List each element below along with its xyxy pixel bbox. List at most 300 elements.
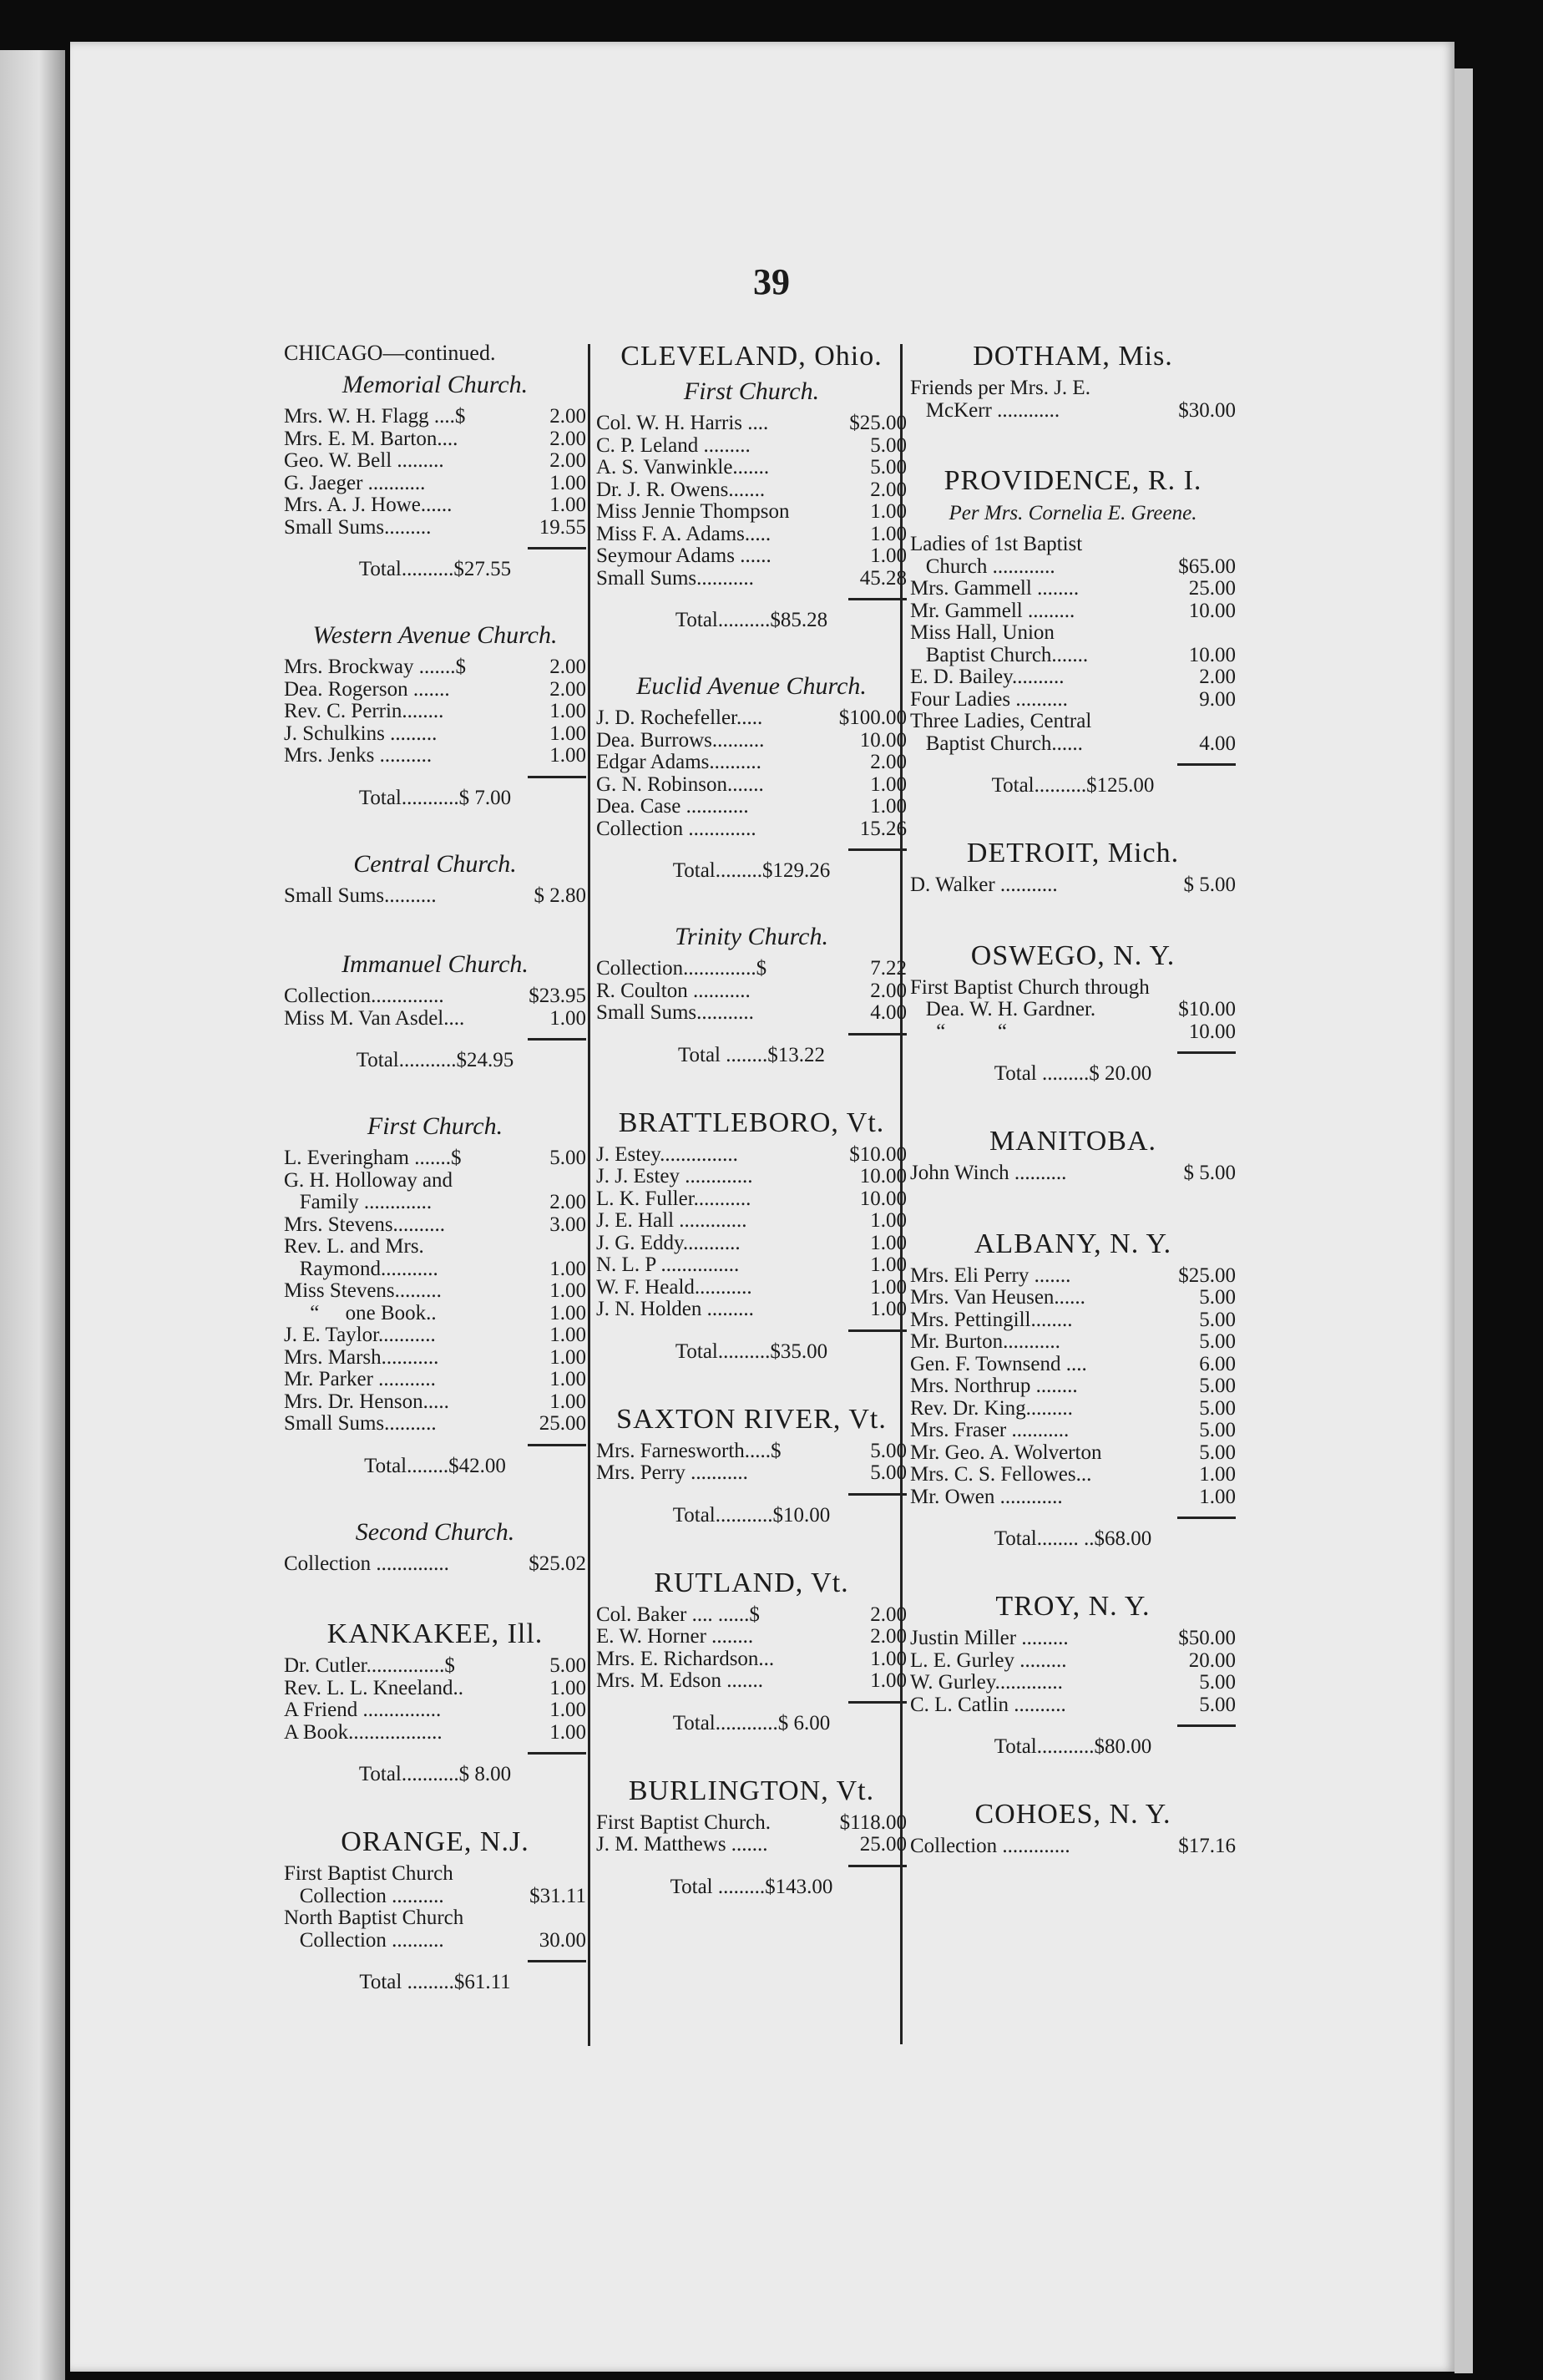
- donor-name: Miss Stevens.........: [284, 1280, 442, 1302]
- section-total: Total .........$ 20.00: [994, 1062, 1152, 1085]
- donation-row: [284, 1863, 586, 1886]
- donor-name: Mrs. Pettingill........: [910, 1309, 1073, 1331]
- donation-amount: $10.00: [849, 1142, 907, 1166]
- donor-name: Miss F. A. Adams.....: [596, 523, 772, 545]
- donor-name: Mr. Geo. A. Wolverton: [910, 1441, 1102, 1464]
- total-rule: [848, 598, 907, 600]
- donation-amount: $25.00: [849, 412, 907, 434]
- donor-name: N. L. P ...............: [596, 1254, 740, 1276]
- donation-row: [596, 1166, 907, 1188]
- donor-name: Dea. Rogerson .......: [284, 678, 450, 701]
- donation-section: [910, 341, 1236, 425]
- donation-amount: $17.16: [1178, 1835, 1236, 1857]
- donation-amount: 1.00: [1199, 1485, 1236, 1508]
- donor-name: J. Estey...............: [596, 1143, 738, 1166]
- donation-section: [910, 465, 1236, 798]
- donation-row: [596, 1002, 907, 1025]
- donor-name: Mrs. Van Heusen......: [910, 1287, 1085, 1309]
- donation-amount: 1.00: [870, 544, 907, 567]
- donation-row: [910, 1420, 1236, 1442]
- column-2: [596, 341, 907, 1939]
- page-edge: [1454, 68, 1473, 2373]
- donation-amount: 1.00: [549, 1301, 586, 1324]
- donation-row: [596, 1812, 907, 1835]
- donation-row: [910, 556, 1236, 579]
- donation-amount: 1.00: [870, 795, 907, 818]
- donation-row: [284, 450, 586, 473]
- donation-row: [284, 1303, 586, 1325]
- donation-row: [596, 752, 907, 774]
- donor-name: J. E. Hall .............: [596, 1210, 747, 1232]
- section-total: Total........$42.00: [364, 1454, 506, 1477]
- donation-row: [596, 1210, 907, 1233]
- section-total: Total..........$125.00: [991, 774, 1155, 797]
- donor-name: Small Sums...........: [596, 1002, 754, 1024]
- donation-amount: 5.00: [1199, 1396, 1236, 1420]
- donation-row: [910, 874, 1236, 897]
- donor-name: Mr. Owen ............: [910, 1486, 1063, 1508]
- donation-amount: 1.00: [549, 1279, 586, 1302]
- donation-amount: 1.00: [870, 1298, 907, 1320]
- donation-row: [910, 1672, 1236, 1694]
- donor-name: J. E. Taylor...........: [284, 1324, 436, 1346]
- donation-section: [284, 950, 586, 1072]
- donor-name: First Baptist Church: [284, 1863, 453, 1885]
- page-number: 39: [753, 261, 790, 302]
- total-rule: [848, 1329, 907, 1332]
- donation-amount: 1.00: [549, 1345, 586, 1369]
- donor-name: Three Ladies, Central: [910, 711, 1092, 732]
- donation-row: [596, 958, 907, 980]
- donation-amount: 5.00: [870, 456, 907, 479]
- donation-row: [910, 1694, 1236, 1717]
- donor-name: Seymour Adams ......: [596, 545, 772, 567]
- donor-name: R. Coulton ...........: [596, 980, 751, 1002]
- donation-amount: 2.00: [549, 1191, 586, 1213]
- donation-row: [910, 578, 1236, 600]
- donation-row: [910, 622, 1236, 645]
- donation-amount: 1.00: [549, 1324, 586, 1346]
- donor-name: Mrs. Perry ...........: [596, 1462, 748, 1484]
- place-heading: RUTLAND, Vt.: [654, 1567, 849, 1598]
- donor-name: W. F. Heald...........: [596, 1276, 752, 1299]
- donation-section: [284, 1618, 586, 1786]
- donation-row: [284, 1236, 586, 1258]
- donation-row: [596, 1626, 907, 1648]
- donor-name: Gen. F. Townsend ....: [910, 1353, 1087, 1375]
- donor-name: Rev. Dr. King.........: [910, 1397, 1073, 1420]
- church-heading: Second Church.: [355, 1517, 515, 1546]
- place-heading: MANITOBA.: [989, 1126, 1157, 1157]
- place-heading: OSWEGO, N. Y.: [970, 939, 1176, 971]
- donation-amount: $118.00: [839, 1810, 907, 1834]
- donation-amount: $31.11: [529, 1884, 586, 1907]
- donation-amount: $ 5.00: [1183, 1162, 1236, 1184]
- donation-amount: $ 2.80: [534, 884, 586, 907]
- donor-name: Mrs. Eli Perry .......: [910, 1264, 1071, 1287]
- donation-section: [284, 1112, 586, 1478]
- section-total: Total.........$129.26: [672, 859, 831, 882]
- donation-amount: 2.00: [549, 677, 586, 701]
- donor-name: Mr. Gammell .........: [910, 600, 1075, 622]
- donation-section: [910, 838, 1236, 900]
- donation-amount: $ 5.00: [1183, 874, 1236, 896]
- section-total: Total ........$13.22: [677, 1043, 825, 1066]
- donor-name: Family .............: [284, 1192, 433, 1213]
- donor-name: Mrs. E. Richardson...: [596, 1648, 775, 1670]
- donation-section: [596, 1775, 907, 1899]
- donation-amount: 5.00: [1199, 1308, 1236, 1331]
- donor-name: Mrs. Marsh...........: [284, 1346, 439, 1369]
- donation-amount: 10.00: [1188, 1020, 1236, 1043]
- donation-amount: 5.00: [549, 1654, 586, 1677]
- donation-row: [596, 1254, 907, 1277]
- donor-name: D. Walker ...........: [910, 874, 1058, 896]
- donation-amount: 7.22: [870, 957, 907, 980]
- donor-name: Mrs. Fraser ...........: [910, 1420, 1070, 1441]
- column-3: [910, 341, 1236, 1901]
- donation-row: [910, 733, 1236, 756]
- donation-row: [910, 645, 1236, 667]
- donation-row: [910, 400, 1236, 423]
- donation-row: [284, 1886, 586, 1908]
- donation-row: [910, 666, 1236, 689]
- donation-section: [284, 621, 586, 810]
- donor-name: Geo. W. Bell .........: [284, 450, 444, 472]
- donation-row: [284, 885, 586, 908]
- donation-row: [910, 1287, 1236, 1309]
- donation-row: [910, 1162, 1236, 1185]
- church-heading: Central Church.: [353, 849, 517, 878]
- donor-name: J. N. Holden .........: [596, 1299, 754, 1320]
- church-heading: First Church.: [367, 1112, 503, 1140]
- donation-amount: $23.95: [529, 985, 586, 1007]
- donation-row: [284, 1413, 586, 1436]
- donation-row: [284, 473, 586, 495]
- donor-name: Mrs. M. Edson .......: [596, 1670, 764, 1692]
- donation-row: [596, 796, 907, 818]
- donation-amount: 1.00: [549, 1720, 586, 1744]
- facing-page-edge: [0, 50, 65, 2380]
- donor-name: Collection ..........: [284, 1885, 444, 1907]
- donation-row: [284, 1347, 586, 1370]
- place-heading: TROY, N. Y.: [995, 1591, 1151, 1622]
- donation-amount: $50.00: [1178, 1627, 1236, 1649]
- donor-name: Edgar Adams..........: [596, 752, 761, 773]
- donation-amount: 1.00: [870, 1209, 907, 1232]
- donor-name: E. D. Bailey..........: [910, 666, 1065, 688]
- place-heading: DETROIT, Mich.: [966, 838, 1180, 868]
- donation-row: [284, 1699, 586, 1722]
- donation-row: [284, 428, 586, 451]
- church-heading: Euclid Avenue Church.: [636, 672, 867, 700]
- place-heading: ORANGE, N.J.: [341, 1826, 529, 1857]
- donation-row: [596, 730, 907, 752]
- donation-row: [596, 980, 907, 1003]
- donor-name: First Baptist Church.: [596, 1811, 772, 1834]
- donation-row: [596, 568, 907, 590]
- donor-name: Dea. Burrows..........: [596, 729, 765, 752]
- total-rule: [848, 1033, 907, 1036]
- church-heading: Immanuel Church.: [341, 950, 529, 978]
- donor-name: Four Ladies ..........: [910, 688, 1068, 711]
- donation-section: [910, 940, 1236, 1086]
- donation-amount: 1.00: [870, 1253, 907, 1276]
- donor-name: Collection ..............: [284, 1552, 449, 1575]
- donation-row: [284, 1214, 586, 1237]
- donor-name: Small Sums...........: [596, 567, 754, 590]
- donor-name: E. W. Horner ........: [596, 1626, 754, 1648]
- place-heading: BRATTLEBORO, Vt.: [618, 1106, 885, 1138]
- donation-amount: 1.00: [549, 471, 586, 494]
- donation-row: [284, 494, 586, 517]
- donation-amount: 30.00: [539, 1928, 586, 1952]
- donation-row: [284, 723, 586, 746]
- donor-name: Friends per Mrs. J. E.: [910, 377, 1090, 399]
- donation-row: [596, 501, 907, 524]
- donation-amount: 1.00: [549, 1257, 586, 1280]
- donation-row: [596, 1604, 907, 1627]
- total-rule: [848, 1701, 907, 1704]
- donation-amount: 1.00: [549, 700, 586, 722]
- donation-amount: 1.00: [549, 1390, 586, 1413]
- donor-name: Miss Jennie Thompson: [596, 501, 790, 523]
- donation-row: [596, 1670, 907, 1693]
- total-rule: [1177, 1051, 1236, 1054]
- donation-amount: 2.00: [549, 405, 586, 428]
- donor-name: Rev. L. and Mrs.: [284, 1236, 424, 1258]
- section-total: Total .........$143.00: [670, 1875, 833, 1898]
- donor-name: Mr. Parker ...........: [284, 1369, 436, 1390]
- donor-name: “ “: [910, 1020, 1007, 1043]
- section-total: Total..........$85.28: [675, 609, 828, 631]
- place-heading: CHICAGO—continued.: [284, 341, 496, 365]
- donor-name: A Book..................: [284, 1721, 443, 1744]
- total-rule: [1177, 1517, 1236, 1519]
- donation-amount: 9.00: [1199, 687, 1236, 711]
- donation-amount: 1.00: [870, 1231, 907, 1254]
- donor-name: John Winch ..........: [910, 1162, 1067, 1184]
- section-total: Total........ ..$68.00: [994, 1527, 1152, 1550]
- donation-section: [284, 1826, 586, 1994]
- section-total: Total...........$80.00: [994, 1735, 1152, 1758]
- donation-row: [596, 413, 907, 435]
- donor-name: G. H. Holloway and: [284, 1169, 453, 1192]
- total-rule: [1177, 763, 1236, 766]
- donation-amount: 2.00: [549, 427, 586, 450]
- donation-row: [284, 745, 586, 767]
- donation-row: [284, 1280, 586, 1303]
- total-rule: [528, 776, 586, 778]
- donor-name: J. G. Eddy...........: [596, 1232, 741, 1254]
- donation-amount: 2.00: [870, 979, 907, 1002]
- donor-name: G. Jaeger ...........: [284, 472, 426, 494]
- donation-amount: 5.00: [1199, 1330, 1236, 1353]
- donor-name: Mrs. Brockway .......$: [284, 656, 467, 678]
- donation-row: [910, 1354, 1236, 1376]
- donation-amount: 1.00: [549, 744, 586, 767]
- donor-name: First Baptist Church through: [910, 976, 1150, 999]
- donation-row: [910, 689, 1236, 711]
- donor-name: J. D. Rochefeller.....: [596, 707, 763, 729]
- donation-row: [910, 600, 1236, 623]
- donation-row: [596, 1144, 907, 1167]
- donation-row: [284, 1391, 586, 1414]
- donation-amount: 3.00: [549, 1213, 586, 1236]
- donation-amount: 20.00: [1188, 1648, 1236, 1672]
- donation-section: [910, 1126, 1236, 1188]
- donation-amount: 5.00: [1199, 1286, 1236, 1309]
- donor-name: Col. W. H. Harris ....: [596, 413, 769, 434]
- donor-name: Baptist Church......: [910, 732, 1083, 755]
- donation-row: [284, 1907, 586, 1930]
- total-rule: [528, 1752, 586, 1755]
- donation-row: [596, 479, 907, 502]
- place-heading: SAXTON RIVER, Vt.: [616, 1403, 887, 1435]
- donation-row: [284, 1170, 586, 1193]
- donor-name: North Baptist Church: [284, 1907, 464, 1929]
- donor-name: Dea. W. H. Gardner.: [910, 999, 1096, 1020]
- donation-row: [284, 1369, 586, 1391]
- donation-amount: 25.00: [1188, 577, 1236, 600]
- donor-name: L. Everingham .......$: [284, 1147, 462, 1169]
- donor-name: Mrs. Northrup ........: [910, 1375, 1078, 1397]
- donation-row: [910, 1650, 1236, 1673]
- donation-row: [284, 1655, 586, 1678]
- donation-amount: 1.00: [870, 772, 907, 796]
- donation-amount: 6.00: [1199, 1352, 1236, 1375]
- donation-row: [596, 774, 907, 797]
- donor-name: Collection ..........: [284, 1929, 444, 1952]
- donation-section: [596, 1567, 907, 1735]
- donation-row: [910, 1021, 1236, 1044]
- donation-amount: 10.00: [859, 1187, 907, 1210]
- donation-amount: 2.00: [870, 478, 907, 501]
- donation-row: [284, 701, 586, 723]
- section-total: Total .........$61.11: [359, 1971, 511, 1993]
- donation-row: [596, 1834, 907, 1856]
- donation-row: [596, 818, 907, 841]
- donation-row: [910, 1464, 1236, 1486]
- donor-name: Mrs. A. J. Howe......: [284, 494, 453, 516]
- donor-name: Dea. Case ............: [596, 796, 749, 818]
- donation-row: [596, 1441, 907, 1463]
- donation-amount: 19.55: [539, 515, 586, 539]
- donation-amount: 15.26: [859, 817, 907, 840]
- donation-row: [284, 985, 586, 1008]
- donation-amount: 5.00: [1199, 1441, 1236, 1464]
- donation-amount: 1.00: [870, 1647, 907, 1670]
- donation-amount: 1.00: [549, 1368, 586, 1390]
- total-rule: [528, 1038, 586, 1041]
- donor-name: Collection .............: [596, 818, 756, 840]
- donation-amount: $100.00: [838, 706, 907, 729]
- donation-amount: 45.28: [859, 566, 907, 590]
- donation-amount: $25.00: [1178, 1263, 1236, 1287]
- donation-row: [596, 1233, 907, 1255]
- donor-name: A Friend ...............: [284, 1699, 442, 1721]
- section-total: Total..........$27.55: [358, 558, 512, 580]
- column-1: [284, 341, 586, 2034]
- donation-row: [910, 999, 1236, 1021]
- donor-name: Col. Baker .... ......$: [596, 1603, 760, 1626]
- total-rule: [848, 1493, 907, 1496]
- donation-amount: 10.00: [859, 728, 907, 752]
- total-rule: [848, 1865, 907, 1867]
- donation-amount: 5.00: [870, 1461, 907, 1484]
- donor-name: Rev. L. L. Kneeland..: [284, 1677, 463, 1699]
- donor-name: Small Sums..........: [284, 884, 437, 907]
- donation-amount: $30.00: [1178, 398, 1236, 422]
- church-heading: Trinity Church.: [675, 923, 828, 950]
- donation-row: [910, 1309, 1236, 1332]
- donation-row: [284, 1258, 586, 1281]
- donor-name: McKerr ............: [910, 399, 1060, 422]
- section-total: Total............$ 6.00: [672, 1711, 831, 1734]
- donation-amount: 10.00: [1188, 643, 1236, 666]
- donor-name: A. S. Vanwinkle.......: [596, 457, 770, 479]
- donation-amount: 5.00: [1199, 1693, 1236, 1716]
- donation-section: [596, 1107, 907, 1364]
- place-heading: CLEVELAND, Ohio.: [620, 341, 883, 372]
- donation-amount: $10.00: [1178, 998, 1236, 1020]
- total-rule: [848, 848, 907, 851]
- donor-name: Justin Miller .........: [910, 1628, 1069, 1649]
- donor-name: Baptist Church.......: [910, 644, 1089, 666]
- donor-name: Mrs. Jenks ..........: [284, 745, 433, 767]
- donation-amount: 1.00: [870, 1275, 907, 1299]
- donation-amount: 4.00: [1199, 732, 1236, 755]
- donation-amount: 5.00: [870, 1439, 907, 1462]
- donor-name: Raymond...........: [284, 1258, 438, 1280]
- donation-section: [596, 1404, 907, 1527]
- donation-row: [910, 1442, 1236, 1465]
- donor-name: C. P. Leland .........: [596, 434, 751, 457]
- donation-amount: $65.00: [1178, 554, 1236, 578]
- donor-name: Small Sums.........: [284, 516, 432, 539]
- donor-name: J. J. Estey .............: [596, 1166, 753, 1187]
- donation-amount: 1.00: [870, 1669, 907, 1692]
- donation-amount: 2.00: [870, 1625, 907, 1648]
- donation-section: [596, 341, 907, 632]
- donation-amount: 2.00: [870, 751, 907, 773]
- section-total: Total...........$ 7.00: [358, 786, 512, 809]
- donation-amount: 1.00: [549, 494, 586, 516]
- donor-name: C. L. Catlin ..........: [910, 1694, 1066, 1716]
- donation-row: [596, 1188, 907, 1211]
- donation-row: [284, 679, 586, 701]
- donation-amount: 1.00: [549, 1699, 586, 1721]
- donation-row: [910, 1331, 1236, 1354]
- donor-name: Collection .............: [910, 1836, 1070, 1857]
- donor-name: G. N. Robinson.......: [596, 773, 764, 796]
- donor-name: L. K. Fuller...........: [596, 1187, 751, 1210]
- donation-row: [910, 1628, 1236, 1650]
- donation-amount: 5.00: [870, 433, 907, 457]
- donation-row: [596, 1648, 907, 1671]
- donor-name: Church ............: [910, 555, 1055, 578]
- donation-row: [284, 1722, 586, 1744]
- donation-row: [596, 1462, 907, 1485]
- donor-name: Small Sums..........: [284, 1413, 437, 1435]
- donation-row: [910, 1836, 1236, 1858]
- donation-row: [596, 1277, 907, 1299]
- donation-amount: 10.00: [859, 1165, 907, 1187]
- donation-section: [596, 923, 907, 1067]
- donation-amount: 2.00: [1199, 666, 1236, 688]
- donor-name: Collection..............: [284, 985, 444, 1007]
- donation-row: [284, 406, 586, 428]
